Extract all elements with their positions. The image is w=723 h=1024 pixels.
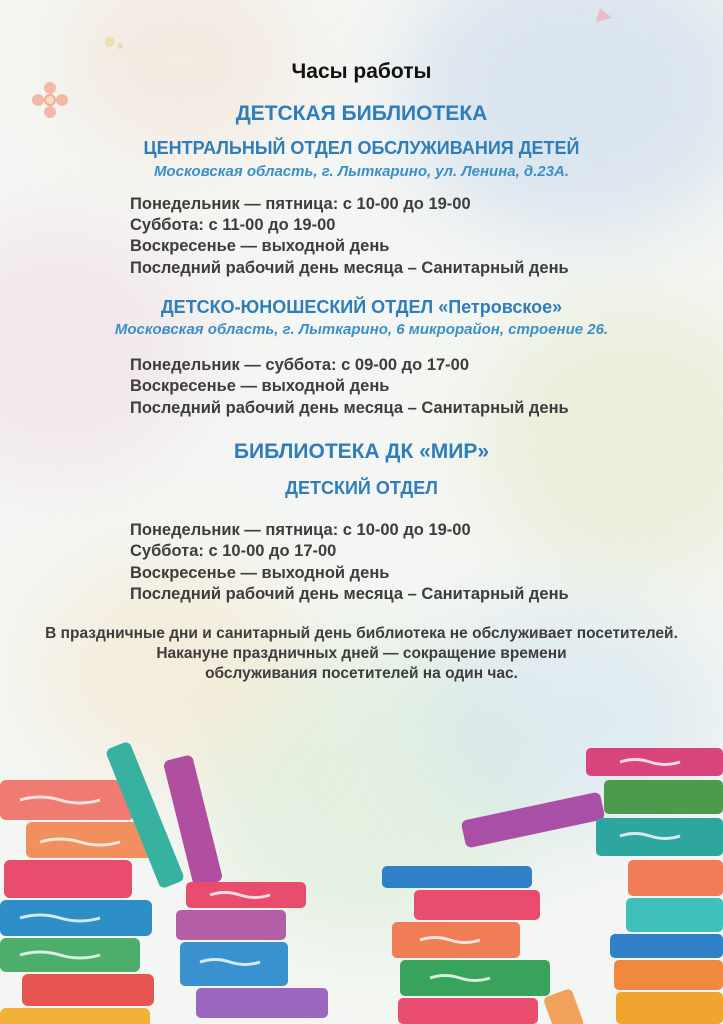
petrovskoe-schedule-line: Последний рабочий день месяца – Санитарный день (130, 399, 569, 417)
page-title: Часы работы (291, 60, 432, 83)
mir-library-heading: БИБЛИОТЕКА ДК «МИР» (233, 440, 490, 463)
petrovskoe-department-address: Московская область, г. Лыткарино, 6 микрорайон, строение 26. (114, 321, 609, 338)
central-schedule-line: Понедельник — пятница: с 10-00 до 19-00 (130, 195, 471, 213)
mir-schedule-line: Понедельник — пятница: с 10-00 до 19-00 (130, 521, 471, 539)
mir-schedule-line: Воскресенье — выходной день (130, 564, 390, 582)
central-schedule-line: Суббота: с 11-00 до 19-00 (130, 216, 336, 234)
library-heading: ДЕТСКАЯ БИБЛИОТЕКА (235, 102, 488, 125)
central-department-address: Московская область, г. Лыткарино, ул. Ленина, д.23А. (153, 163, 570, 180)
mir-schedule-line: Последний рабочий день месяца – Санитарный день (130, 585, 569, 603)
central-department-heading: ЦЕНТРАЛЬНЫЙ ОТДЕЛ ОБСЛУЖИВАНИЯ ДЕТЕЙ (143, 138, 580, 158)
petrovskoe-schedule-line: Воскресенье — выходной день (130, 377, 390, 395)
holiday-notice-line: обслуживания посетителей на один час. (205, 665, 518, 682)
petrovskoe-department-heading: ДЕТСКО-ЮНОШЕСКИЙ ОТДЕЛ «Петровское» (160, 297, 563, 317)
central-schedule-line: Воскресенье — выходной день (130, 237, 390, 255)
mir-schedule-line: Суббота: с 10-00 до 17-00 (130, 542, 337, 560)
holiday-notice-line: В праздничные дни и санитарный день библиотека не обслуживает посетителей. (45, 625, 678, 642)
petrovskoe-schedule-line: Понедельник — суббота: с 09-00 до 17-00 (130, 356, 470, 374)
holiday-notice-line: Накануне праздничных дней — сокращение времени (156, 645, 567, 662)
central-schedule-line: Последний рабочий день месяца – Санитарный день (130, 259, 569, 277)
mir-department-heading: ДЕТСКИЙ ОТДЕЛ (285, 478, 438, 498)
